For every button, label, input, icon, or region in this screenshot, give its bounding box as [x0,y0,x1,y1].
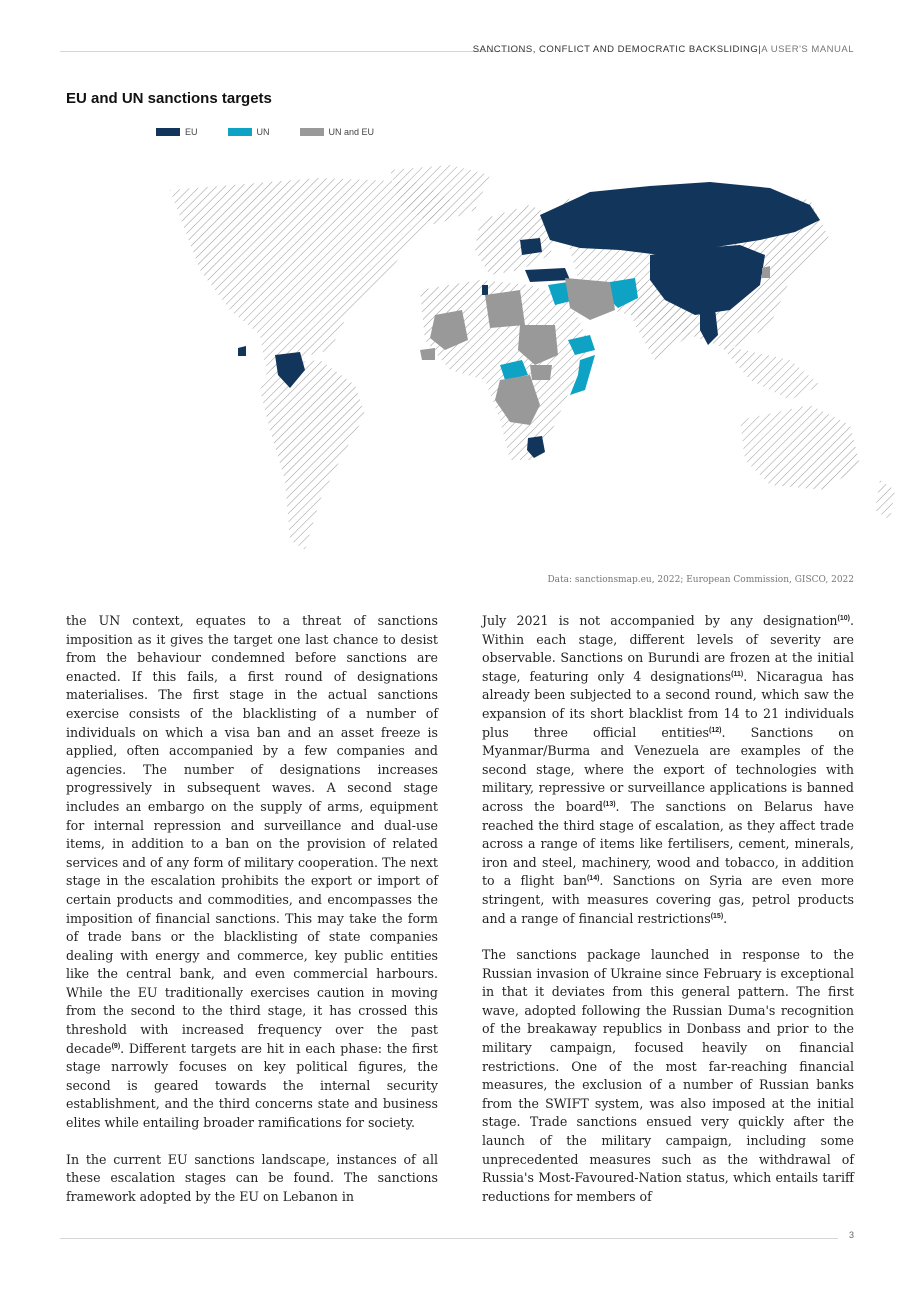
right-p1-text-g: . [723,910,728,926]
libya-north-shape [482,285,488,295]
map-legend [156,127,404,137]
header-title: SANCTIONS, CONFLICT AND DEMOCRATIC BACKSLIDING [472,44,759,55]
libya-shape [485,290,525,328]
page-number: 3 [848,1230,854,1240]
footnote-ref-11[interactable]: (11) [731,670,744,678]
left-column [66,612,438,1224]
north-korea-shape [762,266,770,278]
right-p1-text-f: . Sanctions on Syria are even more stringent, with measures covering gas, petrol products and a range of financial restrictions [482,873,854,926]
left-paragraph-1 [66,612,438,1133]
header-rule [60,51,530,52]
new-zealand-shape [875,480,895,520]
belarus-shape [520,238,542,255]
legend-swatch-un [228,128,252,136]
legend-label-un-and-eu: UN and EU [328,127,375,137]
right-p1-text-d: . Sanctions on Myanmar/Burma and Venezuela are examples of the second stage, where the export of technologies with military, repressive or surveillance applications is banned across the board [482,724,854,814]
footnote-ref-13[interactable]: (13) [603,800,616,808]
guinea-shape [420,348,435,360]
left-p1-text-a: the UN context, equates to a threat of sanctions imposition as it gives the target one last chance to desist from the behaviour condemned before sanctions are enacted. If this fails, a first round of designations materialises. The first stage in the actual sanctions exercise consists of the blacklisting of a number of individuals on which a visa ban and an asset freeze is applied, often accompanied by a few companies and agencies. The number of designations increases progressively in subsequent waves. A second stage includes an embargo on the supply of arms, equipment for internal repression and surveillance and dual-use items, in addition to a ban on the provision of related services and of any form of military cooperation. The next stage in the escalation prohibits the export or import of certain products and commodities, and encompasses the imposition of financial sanctions. This may take the form of trade bans or the blacklisting of state companies dealing with energy and commerce, key public entities like the central bank, and even commercial harbours. While the EU traditionally exercises caution in moving from the second to the third stage, it has crossed this threshold with increased frequency over the past decade [66,613,438,1056]
footnote-ref-14[interactable]: (14) [586,875,600,883]
nicaragua-shape [238,346,246,356]
south-sudan-shape [530,365,552,380]
footnote-ref-9[interactable]: (9) [111,1042,121,1050]
legend-item-un-and-eu [300,127,375,137]
australia-shape [740,405,860,490]
legend-item-un [228,127,270,137]
southeast-asia-shape [720,345,820,400]
header-subtitle: A USER'S MANUAL [761,44,854,55]
running-header [473,44,854,55]
footnote-ref-10[interactable]: (10) [837,614,850,622]
right-column [482,612,854,1224]
legend-swatch-eu [156,128,180,136]
right-paragraph-2: The sanctions package launched in response to the Russian invasion of Ukraine since February is exceptional in that it deviates from this general pattern. The first wave, adopted following the Russian Duma's recognition of the breakaway republics in Donbass and prior to the military campaign, focused heavily on financial restrictions. One of the most far-reaching financial measures, the exclusion of a number of Russian banks from the SWIFT system, was also imposed at the initial stage. Trade sanctions ensued very quickly after the launch of the military campaign, including some unprecedented measures such as the withdrawal of Russia's Most-Favoured-Nation status, which entails tariff reductions for members of [482,947,854,1204]
right-p1-text-b: . Within each stage, different levels of severity are observable. Sanctions on Burundi are frozen at the initial stage, featuring only 4 designations [482,613,854,684]
turkey-shape [525,268,570,282]
footnote-ref-15[interactable]: (15) [710,912,724,920]
legend-swatch-un-and-eu [300,128,324,136]
left-paragraph-2: In the current EU sanctions landscape, instances of all these escalation stages can be found. The sanctions framework adopted by the EU on Lebanon in [66,1151,438,1204]
footnote-ref-12[interactable]: (12) [709,726,722,734]
figure-title: EU and UN sanctions targets [66,90,272,107]
header-separator: | [758,44,762,55]
world-map [90,160,920,560]
legend-item-eu [156,127,198,137]
right-p1-text-a: July 2021 is not accompanied by any designation [482,613,838,628]
left-p1-text-b: . Different targets are hit in each phase: the first stage narrowly focuses on key political figures, the second is geared towards the internal security establishment, and the third concerns state and business elites while entailing broader ramifications for society. [66,1040,438,1131]
south-america-shape [260,360,365,550]
right-p1-text-c: . Nicaragua has already been subjected to a second round, which saw the expansion of its short blacklist from 14 to 21 individuals plus three official entities [482,668,854,740]
footer-rule [60,1238,838,1239]
legend-label-un: UN [256,127,270,137]
right-paragraph-1 [482,612,854,928]
right-p1-text-e: . The sanctions on Belarus have reached the third stage of escalation, as they affect trade across a range of items like fertilisers, cement, minerals, iron and steel, machinery, wood and tobacco, in addition to a flight ban [482,798,854,889]
figure-source: Data: sanctionsmap.eu, 2022; European Commission, GISCO, 2022 [547,575,854,585]
legend-label-eu: EU [185,127,198,137]
